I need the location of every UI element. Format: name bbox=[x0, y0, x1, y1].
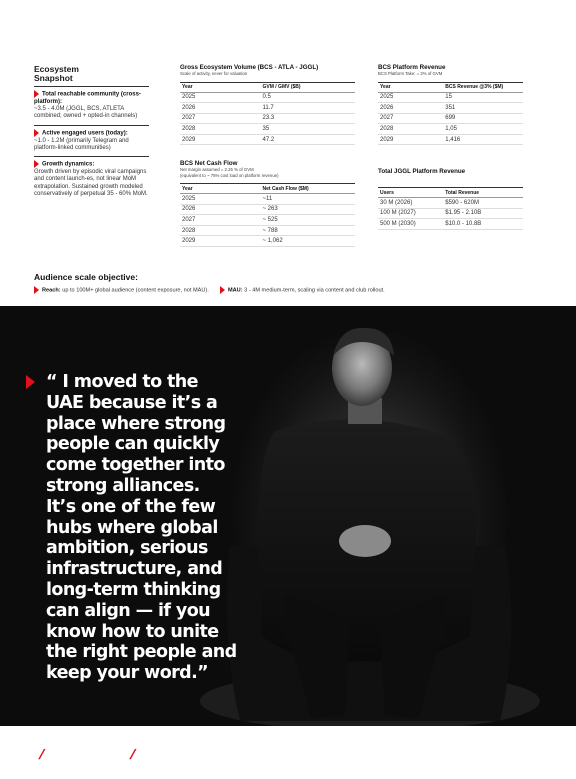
net-cash-table-section bbox=[180, 160, 355, 247]
net-cash-subtitle: Net margin assumed = 2.25 % of GVM (equivalent to ~ 75% cost load on platform revenue) bbox=[180, 167, 279, 178]
quote-line: keep your word.” bbox=[46, 663, 209, 684]
table-row: 2028 35 bbox=[180, 124, 355, 135]
net-cash-table bbox=[180, 183, 355, 247]
table-row: 2025 15 bbox=[378, 92, 523, 103]
table-row: 2028 1,05 bbox=[378, 124, 523, 135]
arrow-icon bbox=[34, 90, 39, 98]
arrow-icon bbox=[34, 286, 39, 294]
divider bbox=[34, 125, 149, 126]
growth-block: Growth dynamics: Growth driven by episodic viral campaigns and content launch-es, not linear MoM extrapolation. Sustained growth modeled conservatively of perpetual 35 - 60% MoM. bbox=[34, 161, 148, 197]
quote-line: can align — if you bbox=[46, 600, 211, 621]
snapshot-title: Ecosystem Snapshot bbox=[34, 64, 79, 83]
quote-line: hubs where global bbox=[46, 517, 218, 538]
quote-line: ambition, serious bbox=[46, 538, 208, 559]
quote-line: “ I moved to the bbox=[46, 372, 198, 392]
engaged-block: Active engaged users (today): ~1.0 - 1.2M (primarily Telegram and platform-linked communities) bbox=[34, 130, 129, 151]
table-row: 2029 1,416 bbox=[378, 134, 523, 145]
table-row: 2025 0.5 bbox=[180, 92, 355, 103]
table-row: 30 M (2026) $590 - 620M bbox=[378, 198, 523, 209]
quote-line: people can quickly bbox=[46, 434, 220, 455]
quote-line: It’s one of the few bbox=[46, 496, 216, 517]
bcs-revenue-section bbox=[378, 64, 523, 145]
gev-subtitle: Scale of activity, never for valuation bbox=[180, 71, 248, 76]
net-cash-title: BCS Net Cash Flow bbox=[180, 160, 238, 167]
ecosystem-snapshot bbox=[34, 65, 149, 198]
footer-mark: / bbox=[37, 746, 47, 762]
gev-table bbox=[180, 82, 355, 146]
divider bbox=[34, 86, 149, 87]
quote-line: strong alliances. bbox=[46, 475, 200, 496]
audience-title: Audience scale objective: bbox=[34, 272, 138, 282]
gev-table-section bbox=[180, 64, 355, 145]
column-header: Users bbox=[380, 189, 394, 196]
table-row: 2026 351 bbox=[378, 103, 523, 114]
table-row: 2028 ~ 788 bbox=[180, 225, 355, 236]
column-header: BCS Revenue @3% ($M) bbox=[445, 84, 504, 90]
reach-block: Total reachable community (cross-platform): ~3.5 - 4.0M (JGGL, BCS, ATLETA combined; owned + opted-in channels) bbox=[34, 91, 141, 120]
table-row: 2027 699 bbox=[378, 113, 523, 124]
quote-line: UAE because it’s a bbox=[46, 392, 218, 413]
quote-line: come together into bbox=[46, 455, 225, 476]
column-header: Net Cash Flow ($M) bbox=[262, 185, 309, 192]
arrow-icon bbox=[34, 129, 39, 137]
jggl-revenue-title: Total JGGL Platform Revenue bbox=[378, 168, 466, 175]
bcs-revenue-table bbox=[378, 82, 523, 146]
arrow-icon bbox=[220, 286, 225, 294]
arrow-icon bbox=[34, 160, 39, 168]
bcs-revenue-subtitle: BCS Platform Take: = 3% of GVM bbox=[378, 71, 443, 76]
table-row: 100 M (2027) $1.95 - 2.10B bbox=[378, 208, 523, 219]
gev-title: Gross Ecosystem Volume (BCS - ATLA - JGGL) bbox=[180, 64, 319, 71]
column-header: GVM / GMV ($B) bbox=[262, 84, 301, 90]
quote-line: infrastructure, and bbox=[46, 559, 223, 580]
table-row: 2025 ~11 bbox=[180, 194, 355, 205]
quote-line: the right people and bbox=[46, 642, 237, 663]
quote-line: long-term thinking bbox=[46, 579, 221, 600]
column-header: Total Revenue bbox=[445, 189, 480, 196]
arrow-icon bbox=[26, 375, 35, 389]
audience-line: Reach: up to 100M+ global audience (content exposure, not MAU). MAU: 3 - 4M medium-term, scaling via content and club rollout. bbox=[34, 286, 534, 294]
table-row: 2027 ~ 525 bbox=[180, 215, 355, 226]
table-row: 2026 ~ 263 bbox=[180, 204, 355, 215]
table-row: 500 M (2030) $10.0 - 10.8B bbox=[378, 219, 523, 230]
column-header: Year bbox=[182, 84, 193, 90]
table-row: 2029 ~ 1,062 bbox=[180, 236, 355, 247]
pull-quote bbox=[46, 372, 246, 684]
jggl-revenue-table bbox=[378, 187, 523, 230]
jggl-revenue-section bbox=[378, 168, 523, 230]
bcs-revenue-title: BCS Platform Revenue bbox=[378, 64, 446, 71]
quote-marker bbox=[26, 372, 37, 393]
audience-section bbox=[34, 272, 534, 294]
column-header: Year bbox=[380, 84, 391, 90]
footer-mark: / bbox=[128, 746, 138, 762]
quote-line: place where strong bbox=[46, 413, 226, 434]
table-row: 2029 47.2 bbox=[180, 134, 355, 145]
table-row: 2026 11.7 bbox=[180, 103, 355, 114]
column-header: Year bbox=[182, 185, 193, 192]
divider bbox=[34, 156, 149, 157]
table-row: 2027 23.3 bbox=[180, 113, 355, 124]
quote-line: know how to unite bbox=[46, 621, 219, 642]
